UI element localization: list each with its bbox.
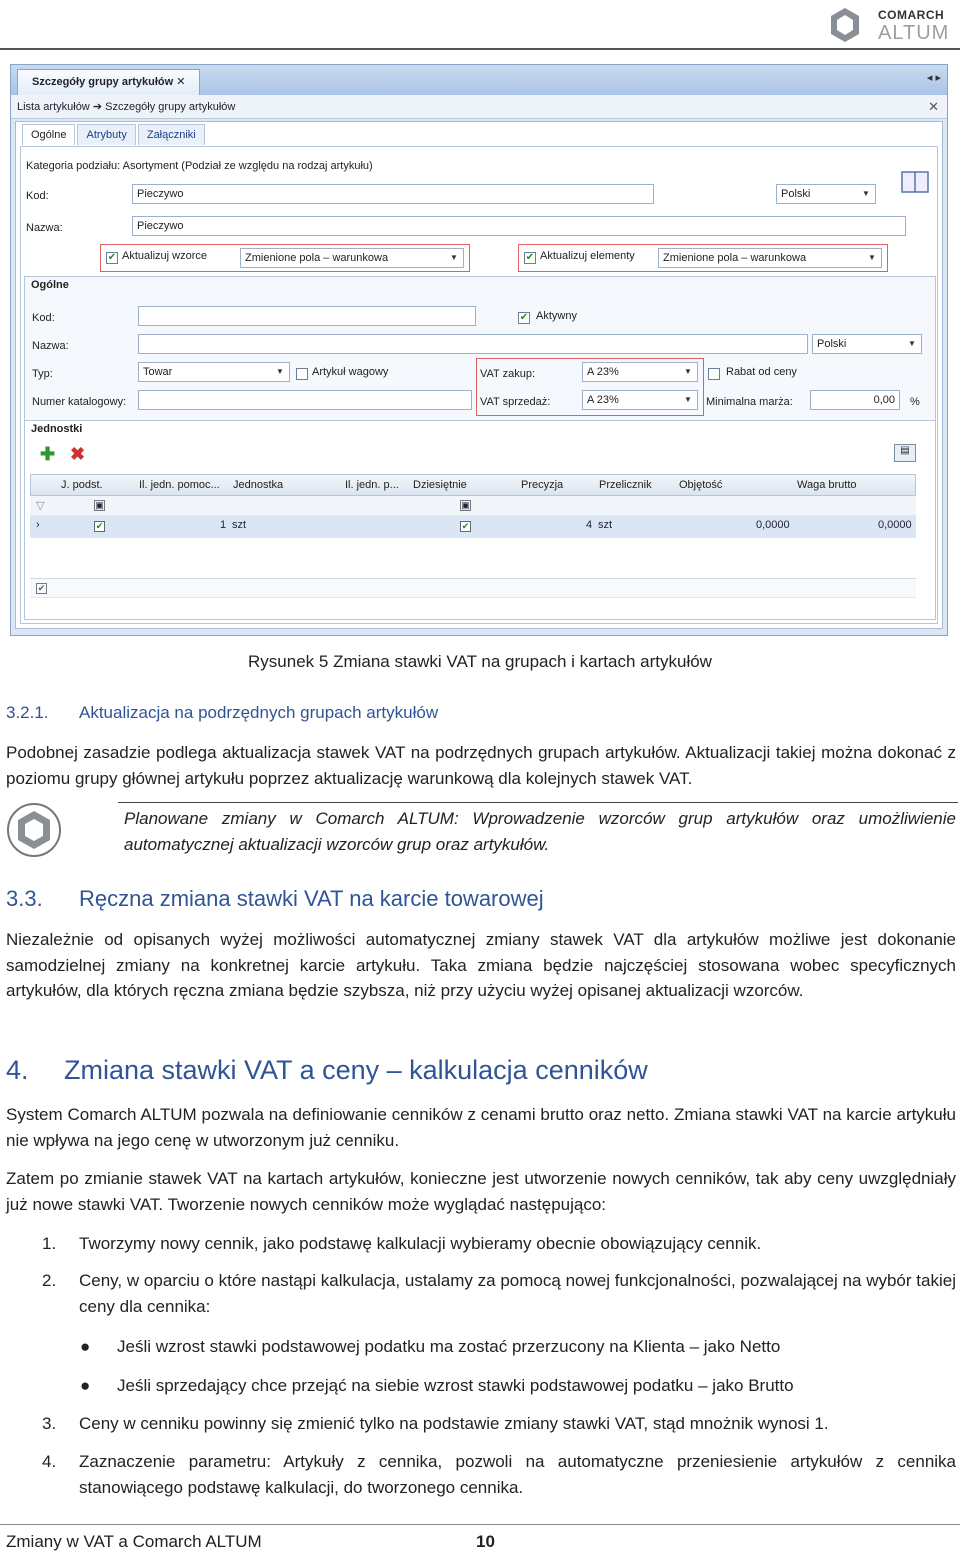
list-number: 3. bbox=[42, 1414, 57, 1433]
col-jednostka[interactable]: Jednostka bbox=[233, 479, 284, 491]
vat-zakup-label: VAT zakup: bbox=[480, 368, 536, 380]
grid-summary-row bbox=[30, 578, 916, 598]
list-item bbox=[42, 1449, 956, 1500]
footer-title: Zmiany w VAT a Comarch ALTUM bbox=[6, 1532, 262, 1551]
tab-zalaczniki[interactable]: Załączniki bbox=[138, 124, 205, 145]
list-item bbox=[42, 1411, 956, 1437]
typ-select[interactable] bbox=[138, 362, 290, 382]
rabat-checkbox[interactable] bbox=[708, 368, 720, 380]
language-value: Polski bbox=[781, 188, 811, 200]
cell-jednostka: szt bbox=[232, 519, 247, 531]
cell-il-jedn-p: 4 bbox=[586, 519, 593, 531]
nazwa2-label: Nazwa: bbox=[32, 340, 69, 352]
filter-icon: ▽ bbox=[36, 500, 45, 512]
grid-header bbox=[30, 474, 916, 496]
paragraph-1: Podobnej zasadzie podlega aktualizacja stawek VAT na podrzędnych grupach artykułów. Aktualizacji takiej można dokonać z poziomu grupy głównej artykułu poprzez aktualizację warunkową dla kolejnych stawek VAT. bbox=[6, 743, 956, 788]
tab-nav-arrows[interactable]: ◂ ▸ bbox=[926, 72, 941, 84]
cell-il-jedn-pomoc: 1 bbox=[220, 519, 227, 531]
aktywny-label: Aktywny bbox=[536, 310, 577, 322]
zmiana2-value: Zmienione pola – warunkowa bbox=[663, 252, 807, 264]
vat-sprzedaz-value: A 23% bbox=[587, 394, 619, 406]
document-tab-label: Szczegóły grupy artykułów bbox=[32, 76, 174, 88]
add-icon[interactable]: ✚ bbox=[40, 444, 56, 464]
heading-number: 4. bbox=[6, 1055, 29, 1085]
close-icon[interactable]: ✕ bbox=[928, 99, 939, 114]
header-divider bbox=[0, 48, 960, 50]
jednostki-group-title: Jednostki bbox=[31, 423, 83, 435]
heading-number: 3.3. bbox=[6, 886, 43, 911]
cell-objetosc: 0,0000 bbox=[756, 519, 790, 531]
bullet-item bbox=[80, 1373, 956, 1399]
typ-label: Typ: bbox=[32, 368, 53, 380]
bullet-item bbox=[80, 1334, 956, 1360]
list-text: Ceny, w oparciu o które nastąpi kalkulacja, ustalamy za pomocą nowej funkcjonalności, pozwalającej na wybór takiej ceny dla cennika: bbox=[79, 1271, 956, 1316]
aktywny-checkbox[interactable]: ✔ bbox=[519, 312, 529, 323]
tab-atrybuty[interactable]: Atrybuty bbox=[77, 124, 135, 145]
list-item bbox=[42, 1268, 956, 1319]
kod2-field[interactable] bbox=[138, 306, 476, 326]
col-przelicznik[interactable]: Przelicznik bbox=[599, 479, 652, 491]
typ-value: Towar bbox=[143, 366, 173, 378]
col-objetosc[interactable]: Objętość bbox=[679, 479, 723, 491]
ogolne-group-title: Ogólne bbox=[31, 279, 69, 291]
embedded-screenshot bbox=[10, 64, 948, 636]
vat-sprzedaz-select[interactable] bbox=[582, 390, 698, 410]
kod-label: Kod: bbox=[26, 190, 49, 202]
col-il-jedn-p[interactable]: Il. jedn. p... bbox=[345, 479, 399, 491]
zmiana1-select[interactable] bbox=[240, 248, 464, 268]
logo-product: ALTUM bbox=[878, 22, 950, 44]
nazwa-label: Nazwa: bbox=[26, 222, 63, 234]
vat-zakup-select[interactable] bbox=[582, 362, 698, 382]
j-podst-checkbox[interactable]: ✔ bbox=[95, 521, 104, 531]
heading-number: 3.2.1. bbox=[6, 703, 49, 722]
grid-filter-row[interactable] bbox=[30, 496, 916, 516]
artykul-wagowy-checkbox[interactable] bbox=[296, 368, 308, 380]
figure-caption bbox=[0, 652, 960, 672]
section-heading-4 bbox=[6, 1055, 648, 1086]
cell-waga-brutto: 0,0000 bbox=[878, 519, 912, 531]
rabat-label: Rabat od ceny bbox=[726, 366, 797, 378]
breadcrumb-item[interactable]: Lista artykułów bbox=[17, 101, 90, 113]
footer-divider bbox=[0, 1524, 960, 1525]
chevron-down-icon: ▼ bbox=[450, 253, 458, 262]
summary-checkbox[interactable]: ✔ bbox=[37, 583, 46, 593]
chevron-down-icon: ▼ bbox=[868, 253, 876, 262]
comarch-altum-logo bbox=[826, 4, 956, 46]
zmiana1-value: Zmienione pola – warunkowa bbox=[245, 252, 389, 264]
nazwa-field[interactable]: Pieczywo bbox=[132, 216, 906, 236]
logo-ring-icon bbox=[826, 6, 864, 44]
delete-icon[interactable]: ✖ bbox=[70, 444, 86, 464]
planned-changes-note: Planowane zmiany w Comarch ALTUM: Wprowadzenie wzorców grup artykułów oraz umożliwienie automatycznej aktualizacji wzorców grup oraz artykułów. bbox=[124, 809, 956, 854]
row-pointer-icon: › bbox=[36, 519, 40, 531]
document-tab-bar bbox=[11, 65, 948, 95]
breadcrumb-arrow-icon: ➔ bbox=[92, 101, 106, 113]
col-dziesietnie[interactable]: Dziesiętnie bbox=[413, 479, 467, 491]
close-icon[interactable]: ✕ bbox=[176, 76, 186, 88]
section-heading-3-2-1 bbox=[6, 703, 438, 723]
filter-checkbox[interactable]: ▣ bbox=[461, 500, 470, 510]
chevron-down-icon: ▼ bbox=[684, 395, 692, 404]
col-il-jedn-pomoc[interactable]: Il. jedn. pomoc... bbox=[139, 479, 220, 491]
heading-text: Ręczna zmiana stawki VAT na karcie towarowej bbox=[79, 886, 544, 911]
form-tabs bbox=[22, 124, 207, 145]
chevron-down-icon: ▼ bbox=[908, 339, 916, 348]
artykul-wagowy-label: Artykuł wagowy bbox=[312, 366, 389, 378]
tab-ogolne[interactable]: Ogólne bbox=[22, 124, 75, 145]
table-row[interactable] bbox=[30, 516, 916, 538]
numer-katalogowy-field[interactable] bbox=[138, 390, 472, 410]
list-text: Ceny w cenniku powinny się zmienić tylko na podstawie zmiany stawki VAT, stąd mnożnik wynosi 1. bbox=[79, 1414, 829, 1433]
vat-zakup-value: A 23% bbox=[587, 366, 619, 378]
dziesietnie-checkbox[interactable]: ✔ bbox=[461, 521, 470, 531]
details-panel bbox=[15, 121, 943, 629]
bullet-icon: ● bbox=[80, 1337, 91, 1356]
language-select[interactable] bbox=[776, 184, 876, 204]
note-divider bbox=[118, 802, 958, 803]
note-logo-icon bbox=[6, 801, 62, 859]
marza-field[interactable]: 0,00 bbox=[810, 390, 900, 410]
chevron-down-icon: ▼ bbox=[276, 367, 284, 376]
heading-text: Aktualizacja na podrzędnych grupach artykułów bbox=[79, 703, 439, 722]
cell-przelicznik: szt bbox=[598, 519, 613, 531]
list-number: 1. bbox=[42, 1234, 57, 1253]
chevron-down-icon: ▼ bbox=[862, 189, 870, 198]
language2-value: Polski bbox=[817, 338, 847, 350]
page-number: 10 bbox=[476, 1532, 495, 1551]
kategoria-label: Kategoria podziału: Asortyment (Podział ze względu na rodzaj artykułu) bbox=[26, 160, 373, 172]
chevron-down-icon: ▼ bbox=[684, 367, 692, 376]
bullet-text: Jeśli sprzedający chce przejąć na siebie wzrost stawki podstawowej podatku – jako Brutto bbox=[117, 1376, 794, 1395]
paragraph-2: Niezależnie od opisanych wyżej możliwości automatycznej zmiany stawek VAT dla artykułów możliwe jest dokonanie samodzielnej zmiany na konkretnej karcie artykułu. Taka zmiana będzie najczęściej stosowana wobec specyficznych artykułów, dla których ręczna zmiana będzie szybsza, niż przy użyciu wyżej opisanej aktualizacji wzorców. bbox=[6, 930, 956, 1000]
col-precyzja[interactable]: Precyzja bbox=[521, 479, 564, 491]
document-tab[interactable] bbox=[17, 69, 200, 95]
grid-settings-icon[interactable]: ▤ bbox=[894, 444, 916, 462]
col-j-podst[interactable]: J. podst. bbox=[61, 479, 103, 491]
heading-text: Zmiana stawki VAT a ceny – kalkulacja cenników bbox=[64, 1055, 648, 1085]
kod-field[interactable]: Pieczywo bbox=[132, 184, 654, 204]
filter-checkbox[interactable]: ▣ bbox=[95, 500, 104, 510]
bullet-icon: ● bbox=[80, 1376, 91, 1395]
marza-label: Minimalna marża: bbox=[706, 396, 793, 408]
caption-text: Rysunek 5 Zmiana stawki VAT na grupach i kartach artykułów bbox=[248, 652, 712, 671]
paragraph-3: System Comarch ALTUM pozwala na definiowanie cenników z cenami brutto oraz netto. Zmiana stawki VAT na karcie artykułu nie wpływa na jego cenę w utworzonym już cenniku. bbox=[6, 1105, 956, 1150]
aktualizuj-wzorce-label: Aktualizuj wzorce bbox=[122, 250, 207, 262]
numer-katalogowy-label: Numer katalogowy: bbox=[32, 396, 127, 408]
marza-unit: % bbox=[910, 396, 920, 408]
list-number: 4. bbox=[42, 1452, 57, 1471]
kod2-label: Kod: bbox=[32, 312, 55, 324]
list-number: 2. bbox=[42, 1271, 57, 1290]
language2-select[interactable] bbox=[812, 334, 922, 354]
nazwa2-field[interactable] bbox=[138, 334, 808, 354]
book-icon[interactable] bbox=[900, 168, 930, 196]
vat-sprzedaz-label: VAT sprzedaż: bbox=[480, 396, 551, 408]
col-waga-brutto[interactable]: Waga brutto bbox=[797, 479, 857, 491]
aktualizuj-elementy-checkbox[interactable]: ✔ bbox=[525, 252, 535, 263]
breadcrumb bbox=[11, 95, 948, 119]
zmiana2-select[interactable] bbox=[658, 248, 882, 268]
aktualizuj-wzorce-checkbox[interactable]: ✔ bbox=[107, 252, 117, 263]
list-text: Zaznaczenie parametru: Artykuły z cennika, pozwoli na automatyczne przeniesienie artykułów z cennika stanowiącego podstawę kalkulacji, do tworzonego cennika. bbox=[79, 1452, 956, 1497]
list-text: Tworzymy nowy cennik, jako podstawę kalkulacji wybieramy obecnie obowiązujący cennik. bbox=[79, 1234, 762, 1253]
section-heading-3-3 bbox=[6, 886, 544, 912]
paragraph-4: Zatem po zmianie stawek VAT na kartach artykułów, konieczne jest utworzenie nowych cenników, tak aby ceny uwzględniały już nowe stawki VAT. Tworzenie nowych cenników może wyglądać następująco: bbox=[6, 1169, 956, 1214]
list-item bbox=[42, 1231, 956, 1257]
bullet-text: Jeśli wzrost stawki podstawowej podatku ma zostać przerzucony na Klienta – jako Netto bbox=[117, 1337, 781, 1356]
logo-brand: COMARCH bbox=[878, 8, 945, 22]
breadcrumb-item[interactable]: Szczegóły grupy artykułów bbox=[105, 101, 236, 113]
aktualizuj-elementy-label: Aktualizuj elementy bbox=[540, 250, 635, 262]
